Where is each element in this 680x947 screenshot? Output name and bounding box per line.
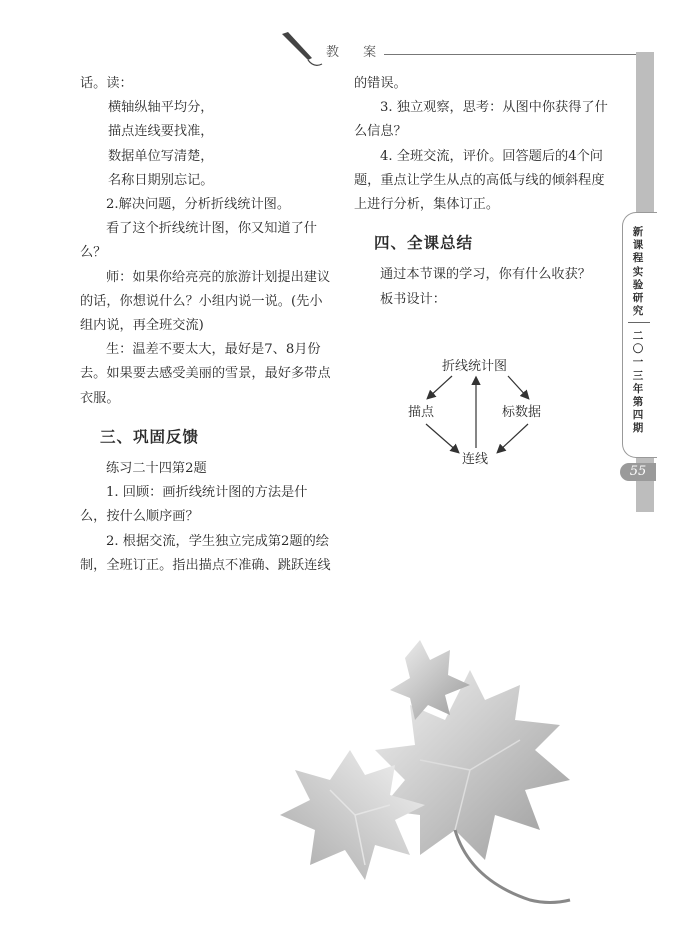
rhyme-line: 名称日期别忘记。 — [108, 172, 214, 188]
paragraph: 3. 独立观察，思考：从图中你获得了什么信息？ — [354, 100, 608, 140]
maple-leaf-decoration — [270, 630, 580, 930]
paragraph: 2. 根据交流，学生独立完成第2题的绘制，全班订正。指出描点不准确、跳跃连线 — [80, 533, 331, 573]
arrow-left-to-bottom — [426, 424, 458, 452]
diagram-node-top: 折线统计图 — [442, 359, 508, 374]
right-column — [354, 72, 612, 312]
paragraph: 板书设计： — [380, 291, 446, 307]
arrow-top-to-left — [428, 376, 452, 398]
paragraph: 2.解决问题，分析折线统计图。 — [106, 197, 291, 213]
board-diagram — [390, 350, 570, 480]
diagram-node-left: 描点 — [408, 405, 435, 420]
paragraph: 看了这个折线统计图，你又知道了什么？ — [80, 221, 317, 261]
diagram-node-bottom: 连线 — [462, 452, 489, 467]
paragraph: 师：如果你给亮亮的旅游计划提出建议的话，你想说什么？小组内说一说。(先小组内说，再全班交流) — [80, 269, 331, 334]
paragraph: 生：温差不要太大，最好是7、8月份去。如果要去感受美丽的雪景，最好多带点衣服。 — [80, 342, 331, 406]
issue-label: 二 〇 一 三 年 第 四 期 — [632, 330, 644, 435]
journal-name: 新 课 程 实 验 研 究 — [632, 226, 644, 318]
header-rule — [384, 54, 636, 55]
rhyme-line: 描点连线要找准， — [108, 124, 214, 140]
text-line: 话。读： — [80, 76, 133, 91]
arrow-top-to-right — [508, 376, 528, 398]
diagram-node-right: 标数据 — [502, 405, 542, 420]
left-column — [80, 72, 332, 578]
pen-icon — [278, 30, 326, 72]
sidebar-divider — [628, 322, 650, 323]
section-heading-3: 三、巩固反馈 — [100, 427, 200, 446]
paragraph: 4. 全班交流，评价。回答题后的4个问题，重点让学生从点的高低与线的倾斜程度上进行分析，集体订正。 — [354, 148, 605, 213]
arrow-right-to-bottom — [498, 424, 528, 452]
page-number: 55 — [620, 463, 656, 481]
section-heading-4: 四、全课总结 — [374, 234, 474, 253]
header-label: 教 案 — [326, 45, 387, 60]
paragraph: 1. 回顾：画折线统计图的方法是什么，按什么顺序画？ — [80, 485, 308, 525]
paragraph: 通过本节课的学习，你有什么收获？ — [380, 267, 591, 283]
rhyme-line: 横轴纵轴平均分， — [108, 100, 214, 116]
paragraph: 的错误。 — [354, 76, 407, 91]
paragraph: 练习二十四第2题 — [106, 461, 207, 477]
rhyme-line: 数据单位写清楚， — [108, 148, 214, 164]
